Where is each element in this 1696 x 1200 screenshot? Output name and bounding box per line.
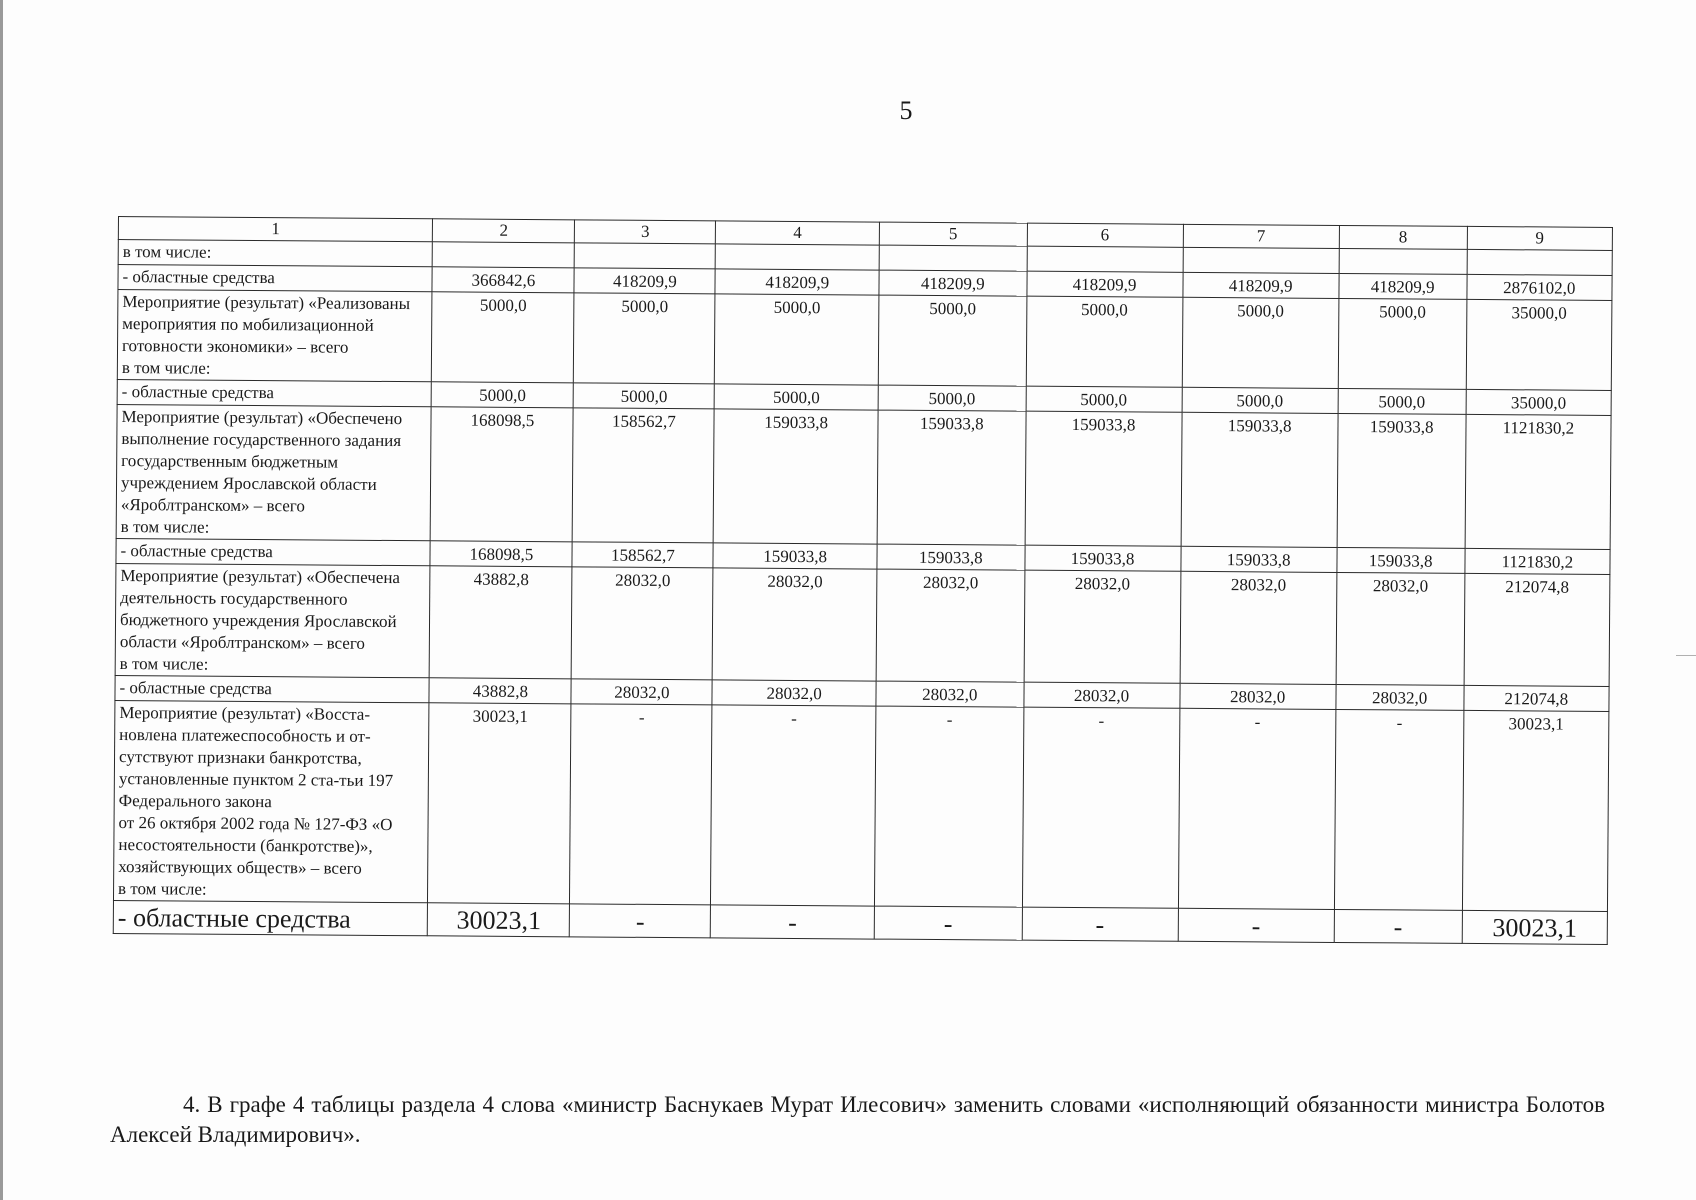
cell-value: 28032,0 xyxy=(572,567,714,680)
row-label: - областные средства xyxy=(116,538,431,565)
cell-value: 5000,0 xyxy=(1338,388,1466,414)
row-label: - областные средства xyxy=(113,900,428,935)
row-label: в том числе: xyxy=(118,240,433,267)
column-header: 8 xyxy=(1339,225,1467,249)
scan-edge xyxy=(0,0,3,1200)
cell-value: 1121830,2 xyxy=(1465,548,1611,574)
cell-value xyxy=(1183,247,1339,273)
cell-value: 5000,0 xyxy=(878,295,1026,386)
column-header: 5 xyxy=(879,222,1027,246)
cell-value: 159033,8 xyxy=(877,410,1025,545)
cell-value: - xyxy=(711,905,875,939)
cell-value: 5000,0 xyxy=(432,382,574,408)
cell-value xyxy=(715,244,879,270)
cell-value: 28032,0 xyxy=(1180,571,1337,684)
column-header: 3 xyxy=(575,220,716,244)
scan-mark xyxy=(1676,655,1696,656)
cell-value: 30023,1 xyxy=(428,703,571,904)
cell-value: 159033,8 xyxy=(1337,413,1466,548)
cell-value: - xyxy=(1334,909,1462,943)
cell-value: 28032,0 xyxy=(571,679,712,705)
row-label: Мероприятие (результат) «Обеспечено выполнение государственного задания государственным бюджетным учреждением Ярославской области «Яроблтранском» – всего в том числе: xyxy=(116,404,431,540)
cell-value: 159033,8 xyxy=(713,543,877,569)
cell-value: 418209,9 xyxy=(715,269,879,295)
cell-value xyxy=(1027,246,1183,272)
cell-value: - xyxy=(1178,908,1334,942)
cell-value: 28032,0 xyxy=(1336,572,1465,685)
cell-value: 159033,8 xyxy=(1025,411,1182,546)
cell-value: - xyxy=(1178,708,1336,909)
cell-value: 5000,0 xyxy=(574,383,715,409)
cell-value: - xyxy=(570,704,712,905)
cell-value: 5000,0 xyxy=(714,384,878,410)
budget-table xyxy=(113,216,1613,945)
table-row xyxy=(116,404,1611,549)
cell-value: 2876102,0 xyxy=(1467,274,1613,300)
cell-value: 212074,8 xyxy=(1464,573,1610,686)
table-row xyxy=(115,563,1610,686)
cell-value: 28032,0 xyxy=(1336,684,1464,710)
cell-value: 5000,0 xyxy=(1182,297,1339,388)
cell-value: 1121830,2 xyxy=(1465,414,1611,549)
cell-value: 159033,8 xyxy=(1337,547,1465,573)
cell-value: 43882,8 xyxy=(430,566,573,679)
cell-value: 5000,0 xyxy=(1026,386,1182,412)
cell-value: 5000,0 xyxy=(715,294,879,385)
cell-value: 158562,7 xyxy=(572,542,713,568)
budget-table-wrap xyxy=(113,216,1613,945)
column-header: 9 xyxy=(1467,226,1613,250)
cell-value: 28032,0 xyxy=(712,680,876,706)
cell-value: 418209,9 xyxy=(1183,272,1339,298)
cell-value: 418209,9 xyxy=(1026,271,1182,297)
cell-value: 35000,0 xyxy=(1466,299,1612,390)
row-label: - областные средства xyxy=(117,379,432,406)
cell-value: 5000,0 xyxy=(574,293,716,384)
cell-value: 5000,0 xyxy=(1026,296,1183,387)
cell-value xyxy=(1339,248,1467,274)
cell-value: - xyxy=(875,706,1024,907)
cell-value: 43882,8 xyxy=(429,678,571,704)
cell-value: - xyxy=(1022,907,1178,941)
cell-value: 418209,9 xyxy=(1339,273,1467,299)
amendment-text: 4. В графе 4 таблицы раздела 4 слова «министр Баснукаев Мурат Илесович» заменить словами «исполняющий обязанности министра Болотов Алексей Владимирович». xyxy=(110,1092,1605,1147)
cell-value: 30023,1 xyxy=(1462,910,1608,944)
cell-value: 168098,5 xyxy=(431,407,574,542)
page-number: 5 xyxy=(899,96,913,125)
table-row xyxy=(117,290,1612,391)
table-body xyxy=(113,240,1612,945)
cell-value: 212074,8 xyxy=(1464,685,1610,711)
row-label: - областные средства xyxy=(115,675,430,702)
cell-value: - xyxy=(874,906,1022,940)
row-label: Мероприятие (результат) «Восста-новлена платежеспособность и от-сутствуют признаки банкротства, установленные пунктом 2 ста-тьи 197 Федерального закона от 26 октября 2002 года № 127-ФЗ «О несостоятельности (банкротстве)», хозяйствующих обществ» – всего в том числе: xyxy=(113,700,429,902)
cell-value xyxy=(879,245,1027,271)
cell-value: 159033,8 xyxy=(877,544,1025,570)
row-label: Мероприятие (результат) «Реализованы мероприятия по мобилизационной готовности экономики» – всего в том числе: xyxy=(117,290,432,382)
cell-value xyxy=(575,243,716,269)
cell-value: 159033,8 xyxy=(1024,545,1180,571)
cell-value: 418209,9 xyxy=(574,268,715,294)
table-row xyxy=(113,700,1608,911)
row-label: - областные средства xyxy=(118,265,433,292)
cell-value: 159033,8 xyxy=(1181,546,1337,572)
cell-value: 5000,0 xyxy=(432,292,575,383)
cell-value: 168098,5 xyxy=(430,541,572,567)
cell-value xyxy=(1467,249,1613,275)
cell-value: 30023,1 xyxy=(1462,710,1609,911)
cell-value: 28032,0 xyxy=(1023,682,1179,708)
cell-value xyxy=(433,242,575,268)
column-header: 2 xyxy=(433,219,575,243)
cell-value: 158562,7 xyxy=(573,408,715,543)
cell-value: 28032,0 xyxy=(1180,683,1336,709)
column-header: 6 xyxy=(1027,223,1183,247)
cell-value: 418209,9 xyxy=(879,270,1027,296)
column-header: 1 xyxy=(118,217,433,242)
cell-value: - xyxy=(1022,707,1180,908)
column-header: 7 xyxy=(1183,224,1339,248)
column-header: 4 xyxy=(716,221,880,245)
cell-value: 28032,0 xyxy=(876,681,1024,707)
cell-value: 35000,0 xyxy=(1466,389,1612,415)
cell-value: 30023,1 xyxy=(428,903,570,937)
cell-value: 28032,0 xyxy=(1024,570,1181,683)
cell-value: 5000,0 xyxy=(1182,387,1338,413)
cell-value: 28032,0 xyxy=(876,569,1024,682)
cell-value: 5000,0 xyxy=(1338,298,1467,389)
cell-value: - xyxy=(570,904,711,938)
cell-value: 159033,8 xyxy=(1181,412,1338,547)
cell-value: 5000,0 xyxy=(878,385,1026,411)
cell-value: 28032,0 xyxy=(712,568,877,681)
cell-value: 159033,8 xyxy=(713,409,878,544)
amendment-paragraph xyxy=(110,1090,1605,1150)
cell-value: - xyxy=(711,705,876,906)
cell-value: - xyxy=(1334,709,1463,910)
row-label: Мероприятие (результат) «Обеспечена деятельность государственного бюджетного учреждения Ярославской области «Яроблтранском» – всего в том числе: xyxy=(115,563,430,677)
cell-value: 366842,6 xyxy=(432,267,574,293)
